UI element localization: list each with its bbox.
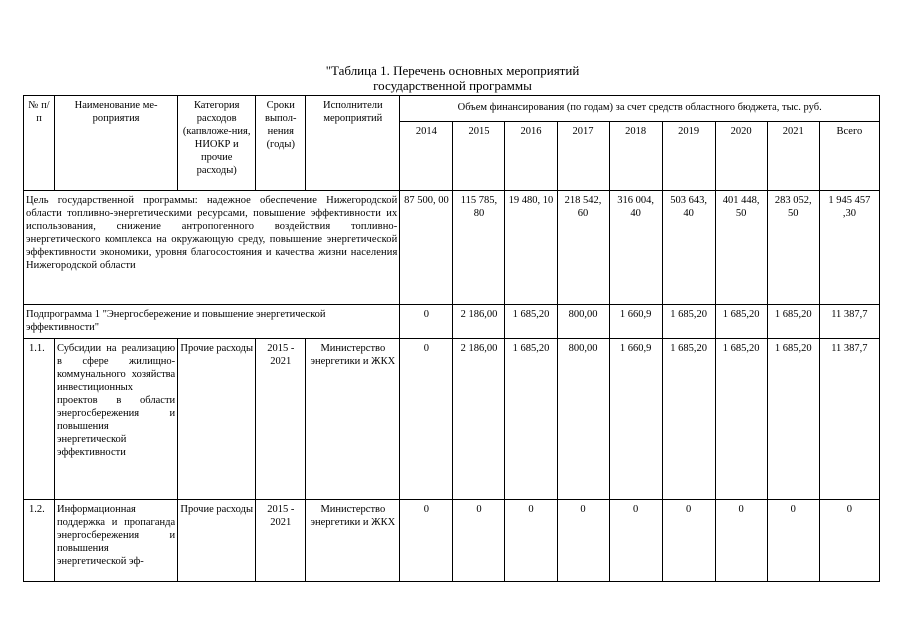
subprogram-value: 1 685,20 <box>715 305 767 339</box>
goal-value: 218 542, 60 <box>557 191 609 305</box>
goal-value: 19 480, 10 <box>505 191 557 305</box>
row-category: Прочие расходы <box>178 500 256 582</box>
row-value: 0 <box>557 500 609 582</box>
row-total: 11 387,7 <box>819 339 879 500</box>
row-category: Прочие расходы <box>178 339 256 500</box>
header-category: Категория расходов (капвложе-ния, НИОКР и прочие расходы) <box>178 96 256 191</box>
caption-line-2: государственной программы <box>373 78 532 93</box>
measures-table <box>23 95 880 582</box>
year-header: 2020 <box>715 122 767 191</box>
subprogram-value: 2 186,00 <box>453 305 505 339</box>
row-name: Субсидии на реализацию в сфере жилищно-коммунального хозяйства инвестиционных проектов в области энергосбережения и повышения энергетической эффективности <box>55 339 178 500</box>
year-header: 2016 <box>505 122 557 191</box>
header-row <box>24 96 880 122</box>
row-value: 0 <box>662 500 715 582</box>
goal-value: 283 052, 50 <box>767 191 819 305</box>
subprogram-value: 1 685,20 <box>662 305 715 339</box>
row-terms: 2015 - 2021 <box>256 339 306 500</box>
goal-value: 503 643, 40 <box>662 191 715 305</box>
header-num: № п/п <box>24 96 55 191</box>
header-executors: Исполнители мероприятий <box>306 96 400 191</box>
row-value: 0 <box>505 500 557 582</box>
row-num: 1.2. <box>24 500 55 582</box>
row-value: 0 <box>767 500 819 582</box>
row-value: 1 660,9 <box>609 339 662 500</box>
total-header: Всего <box>819 122 879 191</box>
subprogram-value: 0 <box>400 305 453 339</box>
row-value: 0 <box>400 500 453 582</box>
subprogram-value: 1 685,20 <box>505 305 557 339</box>
year-header: 2017 <box>557 122 609 191</box>
table-row <box>24 500 880 582</box>
subprogram-text: Подпрограмма 1 "Энергосбережение и повышение энергетической эффективности" <box>24 305 400 339</box>
year-header: 2019 <box>662 122 715 191</box>
row-value: 1 685,20 <box>662 339 715 500</box>
subprogram-value: 1 685,20 <box>767 305 819 339</box>
year-header: 2018 <box>609 122 662 191</box>
subprogram-total: 11 387,7 <box>819 305 879 339</box>
row-value: 0 <box>609 500 662 582</box>
subprogram-value: 1 660,9 <box>609 305 662 339</box>
table-row <box>24 339 880 500</box>
year-header: 2021 <box>767 122 819 191</box>
goal-text: Цель государственной программы: надежное обеспечение Нижегородской области топливно-энергетическими ресурсами, повышение эффективности их использования, снижение антропогенного воздействия топливно-энергетического комплекса на окружающую среду, повышение энергетической эффективности экономики, уровня благосостояния и качества жизни населения Нижегородской области <box>24 191 400 305</box>
row-value: 1 685,20 <box>767 339 819 500</box>
goal-value: 401 448, 50 <box>715 191 767 305</box>
subprogram-value: 800,00 <box>557 305 609 339</box>
year-header: 2015 <box>453 122 505 191</box>
row-value: 1 685,20 <box>715 339 767 500</box>
row-value: 1 685,20 <box>505 339 557 500</box>
year-header: 2014 <box>400 122 453 191</box>
caption-line-1: "Таблица 1. Перечень основных мероприятий <box>325 63 580 78</box>
header-name: Наименование ме-роприятия <box>55 96 178 191</box>
header-financing: Объем финансирования (по годам) за счет средств областного бюджета, тыс. руб. <box>400 96 880 122</box>
row-terms: 2015 - 2021 <box>256 500 306 582</box>
goal-total: 1 945 457 ,30 <box>819 191 879 305</box>
row-value: 0 <box>453 500 505 582</box>
goal-row <box>24 191 880 305</box>
row-value: 0 <box>400 339 453 500</box>
row-name: Информационная поддержка и пропаганда энергосбережения и повышения энергетической эф- <box>55 500 178 582</box>
goal-value: 115 785, 80 <box>453 191 505 305</box>
header-terms: Сроки выпол-нения (годы) <box>256 96 306 191</box>
row-executor: Министерство энергетики и ЖКХ <box>306 500 400 582</box>
row-total: 0 <box>819 500 879 582</box>
table-caption <box>0 63 905 93</box>
row-value: 2 186,00 <box>453 339 505 500</box>
row-value: 800,00 <box>557 339 609 500</box>
row-value: 0 <box>715 500 767 582</box>
row-executor: Министерство энергетики и ЖКХ <box>306 339 400 500</box>
goal-value: 316 004, 40 <box>609 191 662 305</box>
subprogram-row <box>24 305 880 339</box>
row-num: 1.1. <box>24 339 55 500</box>
goal-value: 87 500, 00 <box>400 191 453 305</box>
